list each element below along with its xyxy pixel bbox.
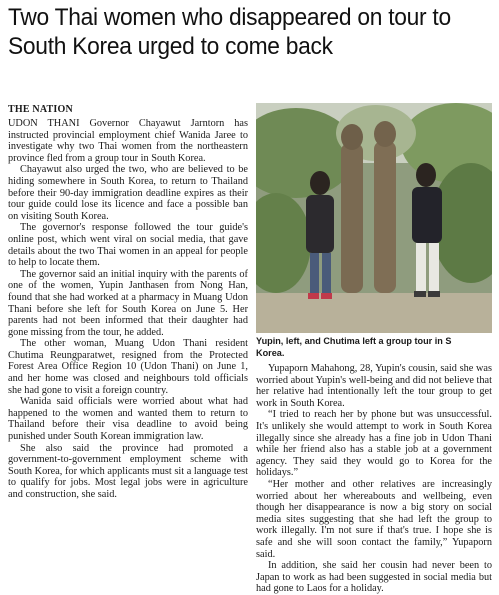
paragraph: The governor said an initial inquiry with the parents of one of the women, Yupin Janthasen from Nong Han, found that she had worked at a pharmacy in Muang Udon Thani before she left for South Korea on June 5. Her parents had not been informed that their daughter had gone missing from the tour, he added. bbox=[8, 268, 248, 338]
paragraph: She also said the province had promoted a government-to-government employment scheme with South Korea, for which applicants must sit a language test to qualify for jobs. Most legal jobs were in agriculture and construction, she said. bbox=[8, 442, 248, 500]
article-column-right bbox=[256, 363, 492, 595]
paragraph: The governor's response followed the tour guide's online post, which went viral on social media, that gave details about the two Thai women in an appeal for people to help to locate them. bbox=[8, 222, 248, 269]
paragraph: “Her mother and other relatives are increasingly worried about her whereabouts and wellbeing, even though her disappearance is now a big story on social media sites suggesting that she had left the group to work illegally. I'm not sure if that's true. I hope she is safe and she will soon contact the family,” Yupaporn said. bbox=[256, 478, 492, 560]
article-column-left bbox=[8, 118, 248, 501]
paragraph: Chayawut also urged the two, who are believed to be hiding somewhere in South Korea, to return to Thailand before their 90-day immigration deadline expires as their tour guide could lose its licence and face a possible ban on visiting South Korea. bbox=[8, 164, 248, 222]
paragraph: In addition, she said her cousin had never been to Japan to work as had been suggested in social media but had gone to Laos for a holiday. bbox=[256, 560, 492, 595]
paragraph: UDON THANI Governor Chayawut Jarntorn has instructed provincial employment chief Wanida Jaree to investigate why two Thai women from the northeastern province fled from a group tour in South Korea. bbox=[8, 118, 248, 164]
photo-illustration bbox=[256, 103, 492, 333]
news-photo bbox=[256, 103, 492, 333]
headline: Two Thai women who disappeared on tour to South Korea urged to come back bbox=[8, 4, 451, 60]
paragraph: “I tried to reach her by phone but was unsuccessful. It's unlikely she would attempt to work in South Korea illegally since she already has a fine job in Udon Thani while her friend also has a stable job at a government agency. They said they would go to Korea for the holidays.” bbox=[256, 409, 492, 479]
paragraph: Yupaporn Mahahong, 28, Yupin's cousin, said she was worried about Yupin's well-being and did not believe that her relative had intentionally left the tour group to get work in South Korea. bbox=[256, 363, 492, 409]
paragraph: Wanida said officials were worried about what had happened to the women and wanted them to return to Thailand before their visa deadline to avoid being punished under South Korean immigration law. bbox=[8, 396, 248, 443]
paragraph: The other woman, Muang Udon Thani resident Chutima Reungparatwet, resigned from the Protected Forest Area Office Region 10 (Udon Thani) on June 1, and her home was closed and neighbours told officials she had gone to visit a foreign country. bbox=[8, 338, 248, 396]
byline: THE NATION bbox=[8, 104, 73, 115]
photo-caption: Yupin, left, and Chutima left a group tour in S Korea. bbox=[256, 336, 452, 359]
